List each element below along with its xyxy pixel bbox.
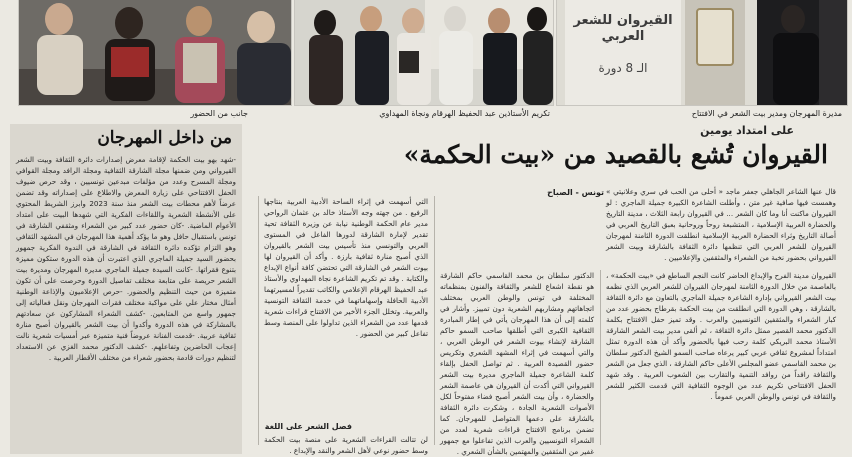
article-column-3-end: لن تتالت القراءات الشعرية على منصة بيت الحكمة وسط حضور نوعي لأهل الشعر والنقد والإبداع . <box>264 435 428 455</box>
article-column-3: التي أسهمت في إثراء الساحة الأدبية العربية بنتاجها الرفيع . من جهته وجه الأستاذ خالد بن عثمان الرواحي مدير عام الحكمة الوطنية نيابة عن وزيرة الثقافة تحية تقدير لإمارة الشارقة لدورها الفاعل في المستوى العربي والتونسي منذ تأسيس بيت الشعر بالقيروان الذي أصبح منارة ثقافية بارزة . وأكد أن القيروان لها بيوت الشعر في الشارقة التي تحتضن كافة أنواع الإبداع والكتابة . وقد تم تكريم الشاعرة نجاة المهداوي والأستاذ عبد الحفيظ الهرقام الإعلامي والكاتب تقديراً لمسيرتهما الأدبية الحافلة وإسهاماتهما في خدمة الثقافة التونسية والعربية. وتخلل الجزء الأخير من الافتتاح قراءات شعرية قدمها عدد من الشعراء الذين تداولوا على المنصة وسط تفاعل كبير من الحضور . <box>264 197 428 338</box>
column-rule <box>434 196 435 445</box>
photo-festival-banner <box>556 0 848 106</box>
article-headline: القيروان تُشع بالقصيد من «بيت الحكمة» <box>403 140 828 169</box>
sidebar-heading: من داخل المهرجان <box>97 128 232 148</box>
article-column-2: الدكتور سلطان بن محمد القاسمي حاكم الشارقة هو نقطة اشعاع للشعر والثقافة والفنون بمنظماته المختلفة في تونس والوطن العربي بمختلف اتجاهاتهم ومشاربهم الشعرية دون تمييز. وأشار في كلمته إلى أن هذا المهرجان يأتي في إطار المبادرة الثقافية الكبرى التي أطلقها صاحب السمو حاكم الشارقة لإنشاء بيوت الشعر في الوطن العربي ، والتي أسهمت في إثراء المشهد الشعري وتكريس حضور القصيدة العربية . ثم تواصل الحفل بإلقاء كلمة الشاعرة جميلة الماجري مديرة بيت الشعر القيرواني التي أكدت أن القيروان هي عاصمة الشعر والحضارة ، وأن بيت الشعر أصبح فضاء مفتوحاً لكل الأصوات الشعرية الجادة ، وشكرت دائرة الثقافة بالشارقة على دعمها المتواصل للمهرجان. كما تضمن برنامج الافتتاح قراءات شعرية لعدد من الشعراء التونسيين والعرب الذين تفاعلوا مع جمهور غفير من المثقفين والمهتمين بالشأن الشعري . <box>440 271 594 456</box>
caption-honoring: تكريم الأستاذين عبد الحفيظ الهرقام ونجاة المهداوي <box>379 109 550 118</box>
column-rule <box>258 196 259 445</box>
banner-title: القيروان للشعر العربي <box>573 13 673 44</box>
article-kicker: على امتداد يومين <box>700 124 794 137</box>
banner-edition: الـ 8 دورة <box>598 61 648 75</box>
photo-honoring <box>294 0 554 106</box>
article-dateline: تونس - الصباح <box>547 188 604 197</box>
caption-audience: جانب من الحضور <box>190 109 248 118</box>
article-subhead: فصل الشعر على اللغة <box>264 422 352 431</box>
photo-audience <box>18 0 292 106</box>
article-column-1: القيروان مدينة الفرح والإبداع الحاضر كانت النجم الساطع في «بيت الحكمة» ، بالعاصمة من خلال الدورة الثامنة لمهرجان القيروان للشعر العربي الذي نظمه بيت الشعر القيرواني بإدارة الشاعرة جميلة الماجري بالتعاون مع دائرة الثقافة بالشارقة ، وهي الدورة التي انطلقت من بيت الحكمة بقرطاج بحضور عدد من كبار الشعراء والمثقفين التونسيين والعرب . وقد تميز حفل الافتتاح بكلمة الدكتور محمد القصير ممثل دائرة الثقافة ، ثم ألقى مدير بيت الشعر الشارقة الأستاذ محمد البريكي كلمة رحب فيها بالحضور وأكد أن هذه الدورة تمثل امتداداً لمشروع ثقافي عربي كبير يرعاه صاحب السمو الشيخ الدكتور سلطان بن محمد القاسمي عضو المجلس الأعلى حاكم الشارقة ، الذي جعل من الشعر والثقافة رافداً من روافد التنمية والتقارب بين الشعوب العربية . وقد شهد الحفل الافتتاحي تكريم عدد من الوجوه الثقافية التي قدمت الكثير للشعر والثقافة في تونس والوطن العربي عموماً . <box>606 271 836 401</box>
audience-illustration <box>19 0 291 105</box>
column-rule <box>600 270 601 445</box>
caption-festival-directors: مديرة المهرجان ومدير بيت الشعر في الافتتاح <box>691 109 842 118</box>
article-intro: قال عنها الشاعر الجاهلي جعفر ماجد « أحلى من الحب في سري وعلانيتي » وهمست فيها صافية غير متن ، وأطلت الشاعرة الكبيرة جميلة الماجري : لو القيروان ماكنت أنا وما كان الشعر ... في القيروان رابعة الثلاث ، مدينة التاريخ والحضارة العربية الإسلامية ، المتشبعة روحاً وروحانية بعبق التاريخ العربي في أصالة التاريخ وثراء الحضارة العربية الإسلامية انطلقت الدورة الثامنة لمهرجان القيروان للشعر العربي التي تنظمها دائرة الثقافة بالشارقة وبيت الشعر القيرواني بحضور نخبة من الشعراء والمثقفين والإعلاميين . <box>606 187 836 262</box>
sidebar-body: -شهد بهو بيت الحكمة لإقامة معرض إصدارات دائرة الثقافة وبيت الشعر القيرواني ومن ضمنها مجلة الشارقة الثقافية ومجلة الرافد ومجلة القوافي ومجلة المسرح وعدد من مؤلفات مبدعين تونسيين ، وقد حرص ضيوف الحفل الافتتاحي على زيارة المعرض والاطلاع على إصداراته وقد تضمن عرضاً لأهم محطات بيت الشعر منذ سنة 2023 وابرز الشريط المحتوي على الأنشطة الشعرية واللقاءات الفكرية التي شهدها البيت على امتداد الأعوام الماضية. -كان حضور عدد كبير من الشعراء ومثقفي الشارقة في تونس باستقبال حافل وهو ما يؤكد أهمية هذا المهرجان في المشهد الثقافي وهو التزام تؤكده دائرة الثقافة في الشارقة في الندوة الفكرية جمهور بحضور السيد جميلة الماجري الذي اعتبرت أن هذه الدورة ستكون مميزة بتنوع فقراتها. -كانت السيدة جميلة الماجري مديرة المهرجان ومديرة بيت الشعر حريصة على متابعة مختلف تفاصيل الدورة وحرصت على أن تكون متميزة من حيث التنظيم والحضور. -حرص الإعلاميون والإذاعة الوطنية أمثال مختار علي على مواكبة مختلف فقرات المهرجان ونقل فعالياته إلى جمهور واسع من المتابعين. -كشف الشعراء المشاركون عن سعادتهم بالمشاركة في هذه الدورة وأكدوا أن بيت الشعر بالقيروان أصبح منارة ثقافية عربية. -قدمت الفنانة عروضاً فنية متميزة عبر أمسيات شعرية نالت إعجاب الحاضرين وتفاعلهم. -كشف الدكتور محمد الغزي عن الاستعداد لتنظيم دورات قادمة بحضور شعراء من مختلف الأقطار العربية . <box>16 155 236 362</box>
honoring-illustration <box>295 0 553 105</box>
